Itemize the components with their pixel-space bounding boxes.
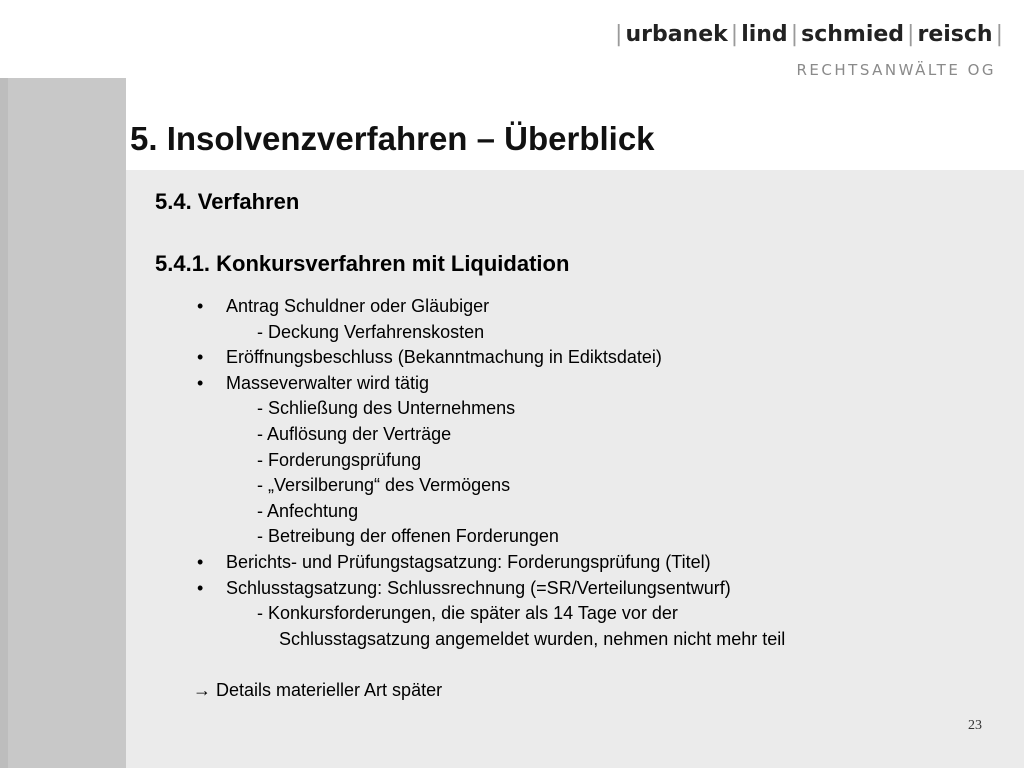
logo-separator: | bbox=[995, 22, 1003, 47]
logo-subtitle: RECHTSANWÄLTE OG bbox=[796, 61, 996, 79]
list-item: • Antrag Schuldner oder Gläubiger bbox=[195, 294, 785, 320]
list-subitem: - Schließung des Unternehmens bbox=[257, 398, 516, 419]
list-item: • Berichts- und Prüfungstagsatzung: Forderungsprüfung (Titel) bbox=[195, 550, 785, 576]
page-title: 5. Insolvenzverfahren – Überblick bbox=[130, 120, 655, 157]
subsection-title: 5.4.1. Konkursverfahren mit Liquidation bbox=[155, 251, 570, 276]
procedure-list bbox=[195, 294, 785, 652]
logo-separator: | bbox=[907, 22, 915, 47]
list-item: • Eröffnungsbeschluss (Bekanntmachung in Ediktsdatei) bbox=[195, 345, 785, 371]
logo-separator: | bbox=[790, 22, 799, 47]
list-subitem: - Auflösung der Verträge bbox=[257, 423, 452, 444]
logo-separator: | bbox=[730, 22, 739, 47]
logo-separator: | bbox=[615, 22, 623, 47]
list-subitem: - Betreibung der offenen Forderungen bbox=[257, 526, 559, 547]
list-subitem: - Anfechtung bbox=[257, 500, 359, 521]
list-subitem: - Konkursforderungen, die später als 14 Tage vor der bbox=[257, 603, 678, 624]
list-subitem: - Forderungsprüfung bbox=[257, 449, 422, 470]
list-subitem: - „Versilberung“ des Vermögens bbox=[257, 475, 511, 496]
firm-logo bbox=[612, 22, 1006, 79]
list-item: • Schlusstagsatzung: Schlussrechnung (=SR/Verteilungsentwurf) bbox=[195, 576, 785, 602]
left-decor-stripe bbox=[0, 78, 8, 768]
page-number: 23 bbox=[968, 718, 982, 733]
list-item: • Masseverwalter wird tätig bbox=[195, 371, 785, 397]
list-subitem: - Deckung Verfahrenskosten bbox=[257, 321, 485, 342]
list-subitem: Schlusstagsatzung angemeldet wurden, nehmen nicht mehr teil bbox=[279, 628, 786, 649]
logo-name-2: lind bbox=[741, 22, 788, 47]
left-decor-band bbox=[0, 78, 126, 768]
details-note: → Details materieller Art später bbox=[193, 680, 443, 700]
logo-names bbox=[612, 22, 1006, 47]
section-title: 5.4. Verfahren bbox=[155, 189, 300, 214]
logo-name-1: urbanek bbox=[625, 22, 728, 47]
logo-name-3: schmied bbox=[801, 22, 905, 47]
logo-name-4: reisch bbox=[917, 22, 993, 47]
